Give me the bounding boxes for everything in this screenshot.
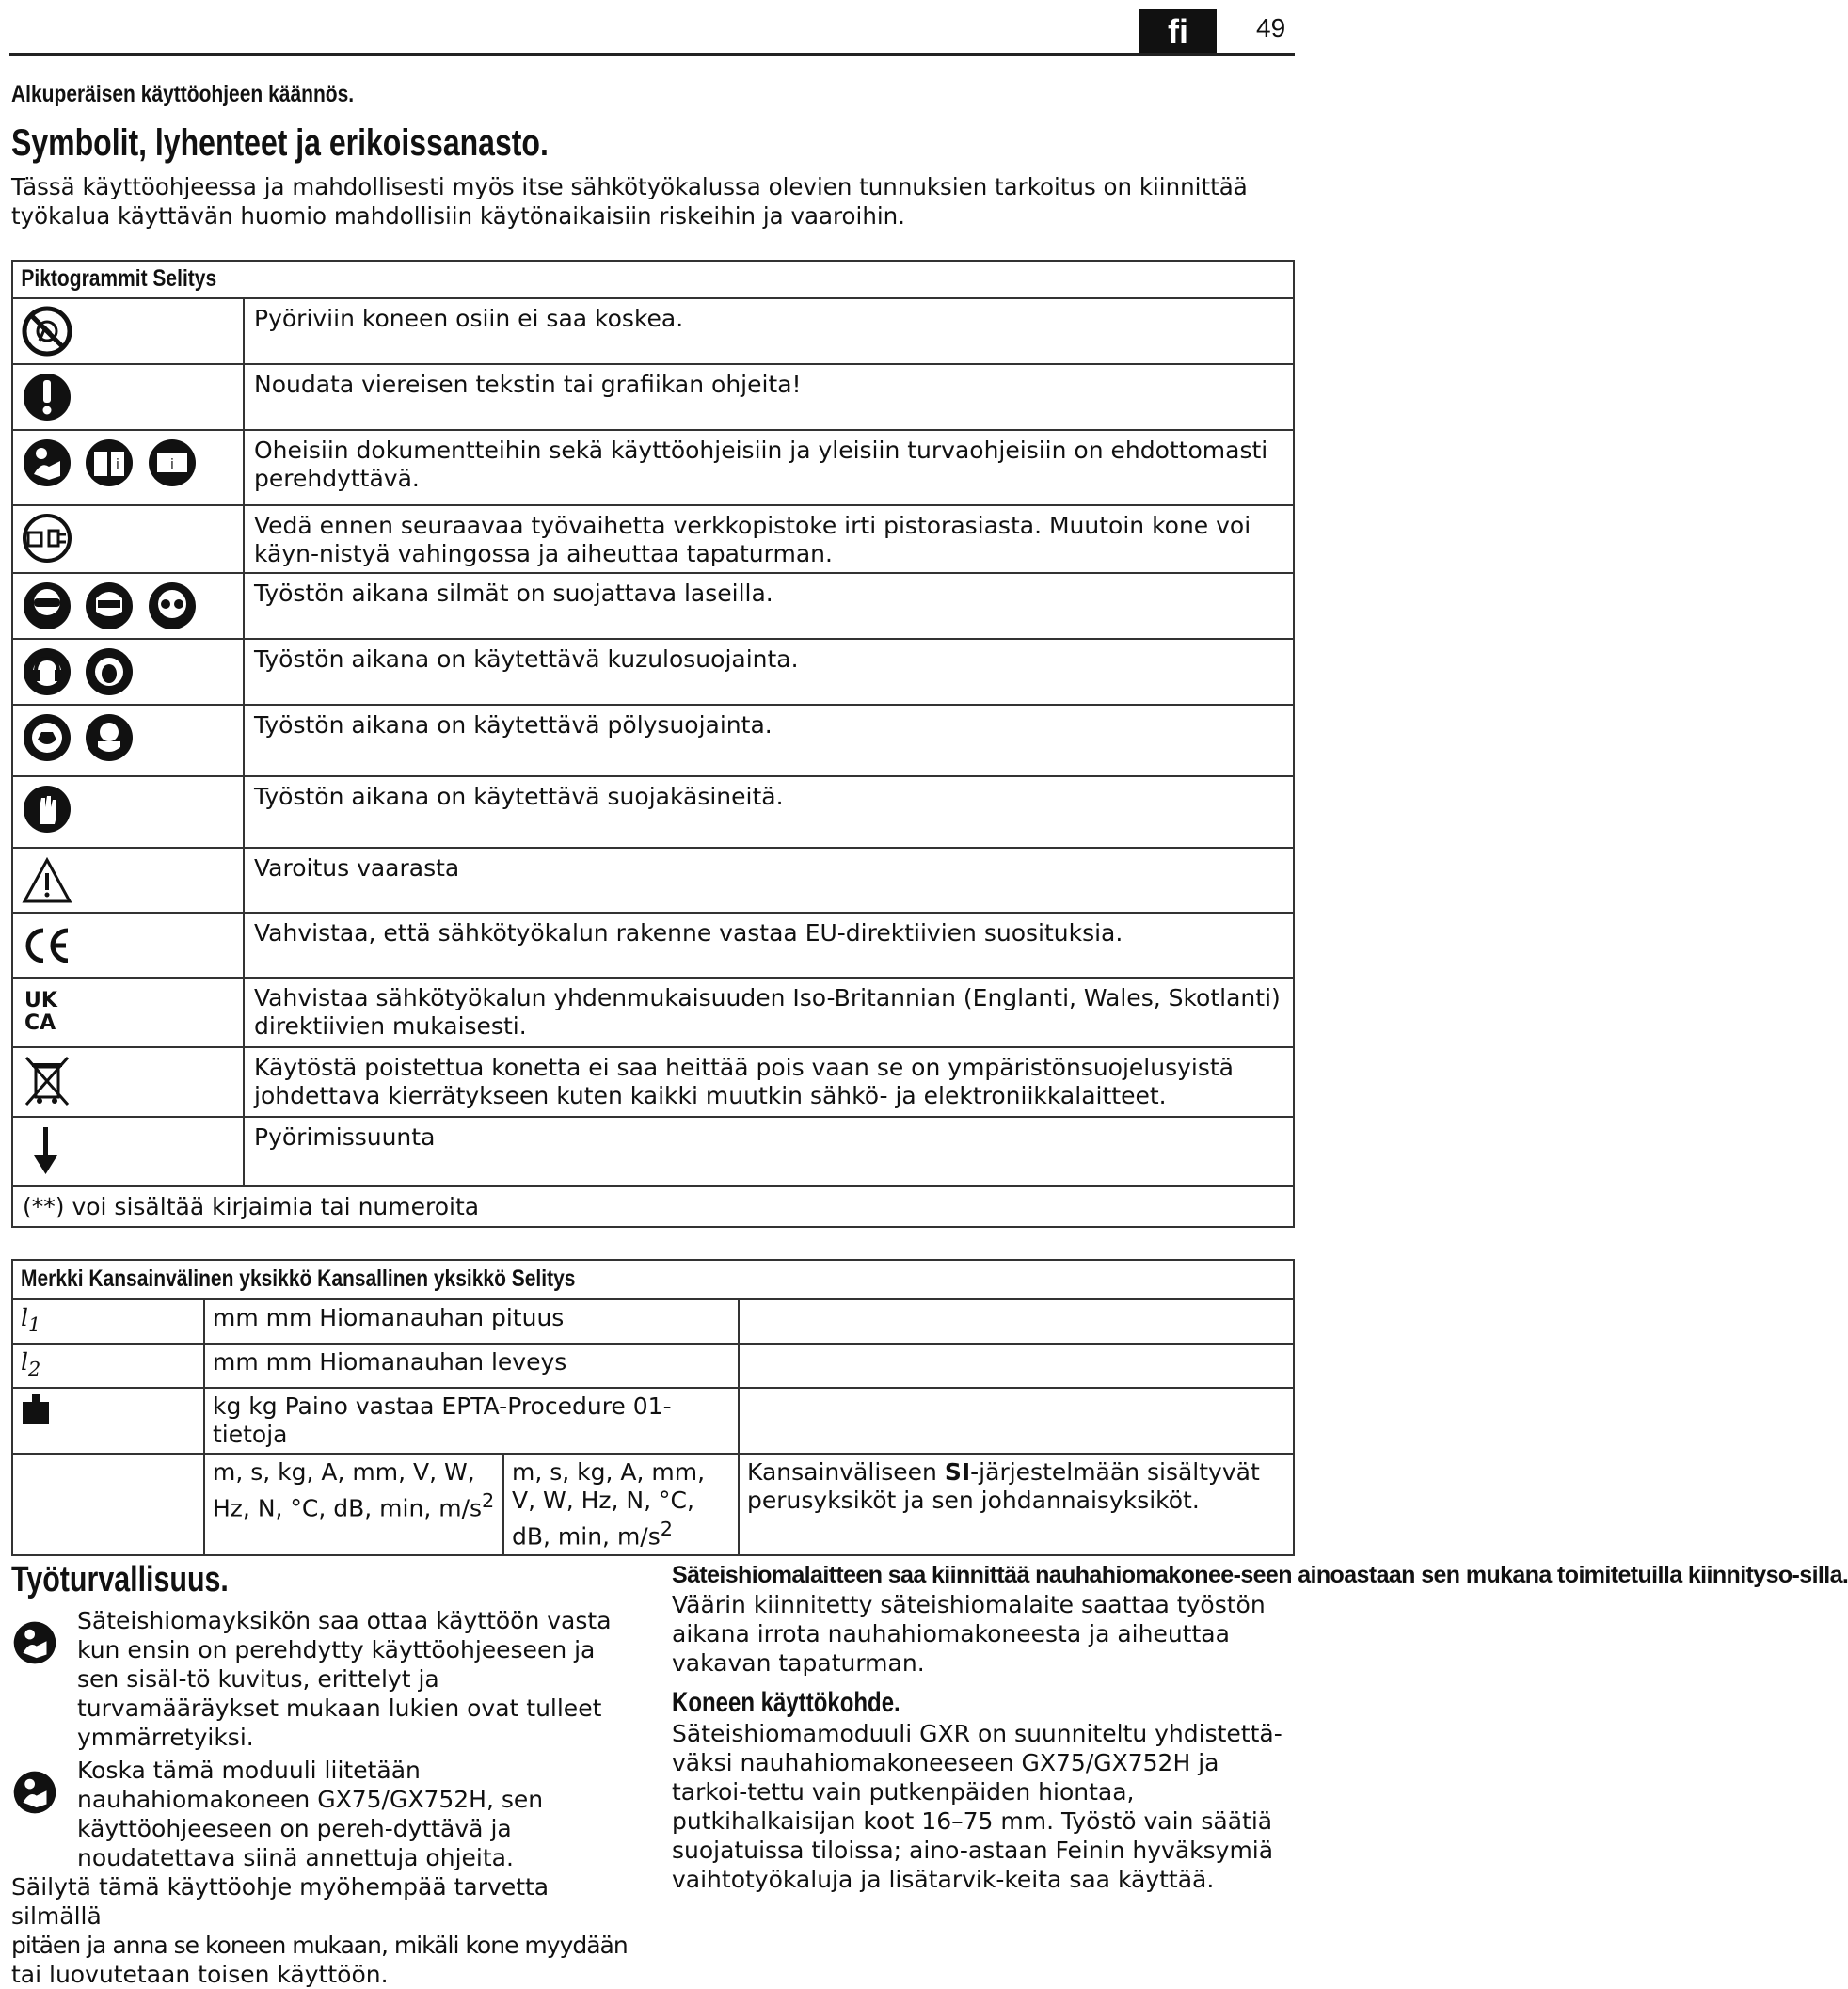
table-row-icons [12, 505, 244, 573]
svg-text:i: i [116, 457, 120, 472]
ear-protection-icon [21, 645, 73, 698]
face-shield-icon [83, 580, 135, 632]
table-row-icons [12, 705, 244, 776]
units-table-header: Merkki Kansainvälinen yksikkö Kansallinen yksikkö Selitys [12, 1260, 1294, 1299]
table-row: mm mm Hiomanauhan pituus [204, 1299, 739, 1344]
intended-use-paragraph: Säteishiomamoduuli GXR on suunniteltu yhdistettä-väksi nauhahiomakoneeseen GX75/GX752H ja tarkoi-tettu vain putkenpäiden hiontaa, putkihalkaisijan koot 16–75 mm. Työstö vain säätiä suojatuissa tiloissa; aino-astaan Feinin hyväksymiä vaihtotyökaluja ja lisätarvik-keita saa käyttää. [672, 1720, 1282, 1893]
doc-subtitle: Alkuperäisen käyttöohjeen käännös. [11, 81, 355, 107]
header-rule [9, 53, 1295, 56]
read-manual-icon [21, 437, 73, 489]
safety-glasses-icon [146, 580, 199, 632]
exclamation-icon [21, 371, 73, 423]
table-row-icons [12, 639, 244, 705]
pictogram-table-header: Piktogrammit Selitys [12, 261, 1294, 298]
read-manual-icon [11, 1769, 58, 1816]
table-row-icons [12, 913, 244, 978]
ear-muffs-icon [83, 645, 135, 698]
table-row-text: Työstön aikana on käytettävä kuzulosuojainta. [244, 639, 1294, 705]
table-row-text: Varoitus vaarasta [244, 848, 1294, 913]
manual-book-icon [83, 437, 135, 489]
si-explanation: Kansainväliseen SI-järjestelmään sisältyvät perusyksiköt ja sen johdannaisyksiköt. [739, 1454, 1294, 1555]
table-row-text: Noudata viereisen tekstin tai grafiikan ohjeita! [244, 364, 1294, 430]
safety-paragraph: Säteishiomayksikön saa ottaa käyttöön vasta kun ensin on perehdytty käyttöohjeeseen ja sen sisäl-tö kuvitus, erittelyt ja turvamääräykset mukaan lukien ovat tulleet ymmärretyiksi. [77, 1607, 612, 1751]
goggles-icon [21, 580, 73, 632]
table-row-icons [12, 364, 244, 430]
arrow-down-icon [21, 1123, 73, 1176]
table-row-text: Työstön aikana on käytettävä suojakäsineitä. [244, 776, 1294, 848]
read-manual-icon [11, 1619, 58, 1666]
table-row-text: Pyöriviin koneen osiin ei saa koskea. [244, 298, 1294, 364]
table-row-icons [12, 848, 244, 913]
table-row-text: Vahvistaa sähkötyökalun yhdenmukaisuuden Iso-Britannian (Englanti, Wales, Skotlanti) direktiivien mukaisesti. [244, 978, 1294, 1047]
ukca-mark-icon [21, 984, 73, 1037]
unplug-icon [21, 512, 73, 565]
mounting-paragraph: Säteishiomalaitteen saa kiinnittää nauhahiomakonee-seen ainoastaan sen mukana toimitetuilla kiinnityso-silla. Väärin kiinnitetty säteishiomalaite saattaa työstön aikana irrota nauhahiomakoneesta ja aiheuttaa vakavan tapaturman. [672, 1562, 1848, 1677]
no-touch-rotating-icon [21, 305, 73, 358]
table-row-icons [12, 298, 244, 364]
intro-paragraph: Tässä käyttöohjeessa ja mahdollisesti myös itse sähkötyökalussa olevien tunnuksien tarkoitus on kiinnittää työkalua käyttävän huomio mahdollisiin käytönaikaisiin riskeihin ja vaaroihin. [11, 173, 1248, 230]
svg-text:i: i [169, 457, 174, 472]
table-row-icons [12, 776, 244, 848]
table-row-text: Pyörimissuunta [244, 1117, 1294, 1186]
pictogram-table [11, 260, 1295, 1228]
gloves-icon [21, 783, 73, 835]
table-row-text: Vahvistaa, että sähkötyökalun rakenne vastaa EU-direktiivien suosituksia. [244, 913, 1294, 978]
table-row-icons [12, 430, 244, 505]
pictogram-footnote: (**) voi sisältää kirjaimia tai numeroita [12, 1186, 1294, 1227]
table-row-text: Työstön aikana silmät on suojattava laseilla. [244, 573, 1294, 639]
safety-title: Työturvallisuus. [11, 1560, 229, 1599]
weight-icon [21, 1392, 51, 1426]
keep-manual-line: pitäen ja anna se koneen mukaan, mikäli kone myydään [11, 1932, 628, 1959]
dust-mask-icon [21, 711, 73, 764]
table-row-icons [12, 1047, 244, 1117]
weee-bin-icon [21, 1054, 73, 1106]
table-row-icons [12, 1117, 244, 1186]
table-row: kg kg Paino vastaa EPTA-Procedure 01-tietoja [204, 1388, 739, 1454]
left-column [11, 1560, 632, 1989]
si-international-units: m, s, kg, A, mm, V, W, Hz, N, °C, dB, min, $m/s^2$ [204, 1454, 503, 1555]
ce-mark-icon [21, 919, 73, 972]
keep-manual-line: tai luovutetaan toisen käyttöön. [11, 1961, 389, 1988]
right-column [672, 1560, 1848, 1894]
si-national-units: m, s, kg, A, mm, V, W, Hz, N, °C, dB, min, $m/s^2$ [503, 1454, 739, 1555]
page-number: 49 [1256, 13, 1286, 42]
keep-manual-line: Säilytä tämä käyttöohje myöhempää tarvetta silmällä [11, 1873, 550, 1930]
table-row-text: Käytöstä poistettua konetta ei saa heittää pois vaan se on ympäristönsuojelusyistä johdettava kierrätykseen kuten kaikki muutkin sähkö- ja elektroniikkalaitteet. [244, 1047, 1294, 1117]
svg-text:UK: UK [24, 989, 57, 1012]
unit-symbol: $l_1$ [12, 1299, 204, 1344]
svg-text:CA: CA [24, 1011, 56, 1035]
respirator-icon [83, 711, 135, 764]
table-row: mm mm Hiomanauhan leveys [204, 1344, 739, 1388]
units-table [11, 1259, 1295, 1556]
safety-paragraph: Koska tämä moduuli liitetään nauhahiomakoneen GX75/GX752H, sen käyttöohjeeseen on pereh-dyttävä ja noudatettava siinä annettuja ohjeita. [77, 1757, 544, 1871]
language-badge: fi [1139, 9, 1217, 55]
table-row-icons [12, 978, 244, 1047]
table-row-icons [12, 573, 244, 639]
section-title: Symbolit, lyhenteet ja erikoissanasto. [11, 122, 549, 164]
unit-symbol [12, 1388, 204, 1454]
table-row-text: Työstön aikana on käytettävä pölysuojainta. [244, 705, 1294, 776]
manual-info-icon [146, 437, 199, 489]
warning-triangle-icon [21, 854, 73, 907]
unit-symbol: $l_2$ [12, 1344, 204, 1388]
intended-use-title: Koneen käyttökohde. [672, 1687, 900, 1718]
table-row-text: Oheisiin dokumentteihin sekä käyttöohjeisiin ja yleisiin turvaohjeisiin on ehdottomasti perehdyttävä. [244, 430, 1294, 505]
table-row-text: Vedä ennen seuraavaa työvaihetta verkkopistoke irti pistorasiasta. Muutoin kone voi käyn-nistyä vahingossa ja aiheuttaa tapaturman. [244, 505, 1294, 573]
